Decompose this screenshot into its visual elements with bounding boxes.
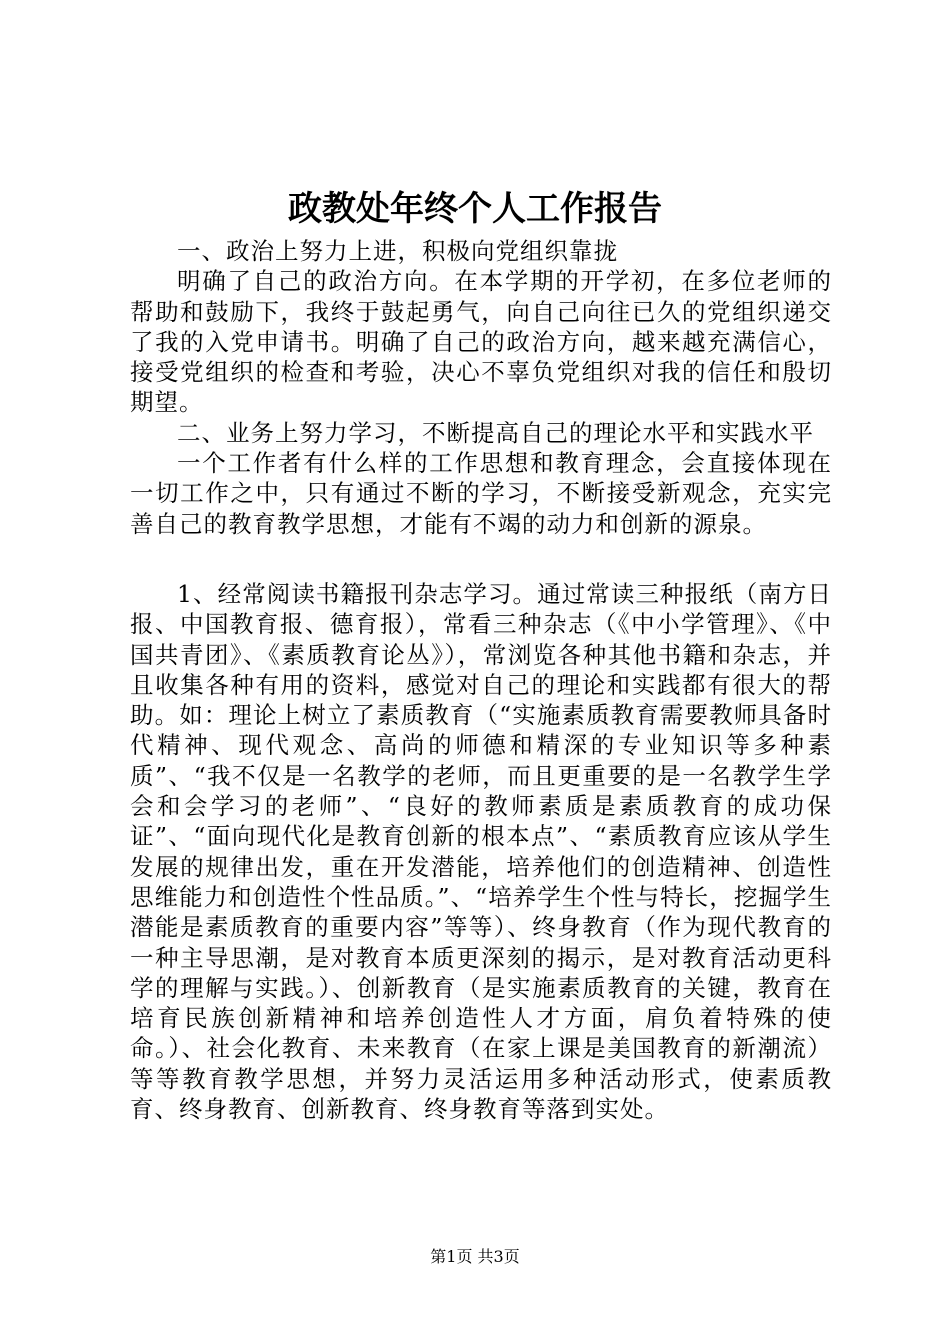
section2-heading: 二、业务上努力学习，不断提高自己的理论水平和实践水平 <box>177 418 814 447</box>
item1-body: 1、经常阅读书籍报刊杂志学习。通过常读三种报纸（南方日报、中国教育报、德育报），常看三种杂志（《中小学管理》、《中国共青团》、《素质教育论丛》），常浏览各种其他书籍和杂志，并且收集各种有用的资料，感觉对自己的理论和实践都有很大的帮助。如：理论上树立了素质教育（“实施素质教育需要教师具备时代精神、现代观念、高尚的师德和精深的专业知识等多种素质”、“我不仅是一名教学的老师，而且更重要的是一名教学生学会和会学习的老师”、“良好的教师素质是素质教育的成功保证”、“面向现代化是教育创新的根本点”、“素质教育应该从学生发展的规律出发，重在开发潜能，培养他们的创造精神、创造性思维能力和创造性个性品质。”、“培养学生个性与特长，挖掘学生潜能是素质教育的重要内容”等等）、终身教育（作为现代教育的一种主导思潮，是对教育本质更深刻的揭示，是对教育活动更科学的理解与实践。）、创新教育（是实施素质教育的关键，教育在培育民族创新精神和培养创造性人才方面，肩负着特殊的使命。）、社会化教育、未来教育（在家上课是美国教育的新潮流）等等教育教学思想，并努力灵活运用多种活动形式，使素质教育、终身教育、创新教育、终身教育等落到实处。 <box>130 579 832 1124</box>
page-number: 第1页 共3页 <box>430 1247 520 1266</box>
section1-body: 明确了自己的政治方向。在本学期的开学初，在多位老师的帮助和鼓励下，我终于鼓起勇气，向自己向往已久的党组织递交了我的入党申请书。明确了自己的政治方向，越来越充满信心，接受党组织的检查和考验，决心不辜负党组织对我的信任和殷切期望。 <box>130 267 832 417</box>
section1-heading: 一、政治上努力上进，积极向党组织靠拢 <box>177 237 618 265</box>
section2-body: 一个工作者有什么样的工作思想和教育理念，会直接体现在一切工作之中，只有通过不断的学习，不断接受新观念，充实完善自己的教育教学思想，才能有不竭的动力和创新的源泉。 <box>130 449 832 538</box>
paragraph-gap <box>130 539 832 579</box>
document-body <box>130 236 832 1124</box>
document-title: 政教处年终个人工作报告 <box>288 189 662 229</box>
